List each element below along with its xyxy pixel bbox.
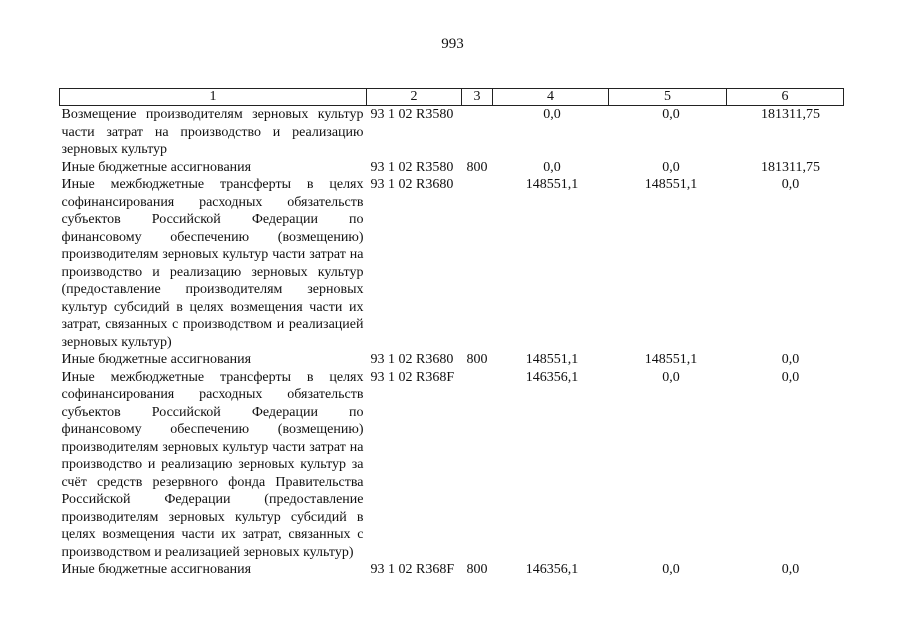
row-budget-code: 93 1 02 R368F [370, 562, 455, 577]
header-col-3: 3 [462, 89, 493, 106]
row-budget-code: 93 1 02 R3680 [370, 177, 454, 192]
row-amount-col6: 181311,75 [761, 159, 820, 175]
row-amount-col4: 148551,1 [525, 352, 579, 367]
row-budget-code: 93 1 02 R3680 [370, 352, 454, 367]
table-row [60, 561, 844, 579]
row-expense-type: 800 [466, 562, 488, 577]
row-amount-col5: 148551,1 [644, 177, 698, 192]
table-row [60, 351, 844, 369]
row-amount-col4: 148551,1 [525, 177, 579, 192]
row-amount-col4: 0,0 [543, 159, 561, 175]
row-expense-type: 800 [466, 159, 488, 175]
row-expense-type: 800 [466, 352, 488, 367]
table-row [60, 106, 844, 159]
row-amount-col6: 0,0 [781, 562, 800, 577]
row-description: Иные бюджетные ассигнования [61, 159, 252, 175]
row-description: Возмещение производителям зерновых культур части затрат на производство и реализацию зерновых культур [61, 107, 364, 157]
row-budget-code: 93 1 02 R3580 [370, 159, 454, 175]
page-number: 993 [441, 36, 464, 52]
row-amount-col6: 0,0 [781, 352, 800, 367]
row-description: Иные межбюджетные трансферты в целях софинансирования расходных обязательств субъектов Российской Федерации по финансовому обеспечению (возмещению) производителям зерновых культур части затрат на производство и реализацию зерновых культур (предоставление производителям зерновых культур субсидий в целях возмещения части их затрат, связанных с производством и реализацией зерновых культур) [61, 177, 364, 350]
table-row [60, 176, 844, 351]
header-col-6: 6 [727, 89, 844, 106]
header-col-4: 4 [493, 89, 609, 106]
row-amount-col6: 181311,75 [761, 107, 820, 122]
row-amount-col4: 0,0 [543, 107, 561, 122]
header-row [60, 89, 844, 106]
row-expense-type [462, 176, 493, 351]
row-amount-col5: 0,0 [662, 159, 680, 175]
row-expense-type [462, 106, 493, 159]
row-budget-code: 93 1 02 R3580 [370, 107, 454, 122]
row-amount-col5: 0,0 [662, 107, 680, 122]
row-amount-col6: 0,0 [781, 177, 800, 192]
header-col-5: 5 [609, 89, 727, 106]
header-col-1: 1 [60, 89, 367, 106]
row-amount-col4: 146356,1 [525, 562, 579, 577]
row-amount-col6: 0,0 [781, 369, 800, 385]
table-row [60, 159, 844, 177]
row-expense-type [462, 369, 493, 562]
table-body [60, 106, 844, 579]
row-amount-col5: 148551,1 [644, 352, 698, 367]
row-amount-col5: 0,0 [662, 562, 680, 577]
table-header [60, 89, 844, 106]
row-amount-col5: 0,0 [662, 369, 680, 385]
row-description: Иные бюджетные ассигнования [61, 352, 252, 367]
table-row [60, 369, 844, 562]
row-description: Иные межбюджетные трансферты в целях софинансирования расходных обязательств субъектов Российской Федерации по финансовому обеспечению (возмещению) производителям зерновых культур части затрат на производство и реализацию зерновых культур за счёт средств резервного фонда Правительства Российской Федерации (предоставление производителям зерновых культур субсидий в целях возмещения части их затрат, связанных с производством и реализацией зерновых культур) [61, 369, 364, 560]
header-col-2: 2 [367, 89, 462, 106]
row-amount-col4: 146356,1 [525, 369, 579, 385]
row-description: Иные бюджетные ассигнования [61, 562, 252, 577]
budget-table [59, 88, 844, 579]
row-budget-code: 93 1 02 R368F [370, 369, 455, 385]
